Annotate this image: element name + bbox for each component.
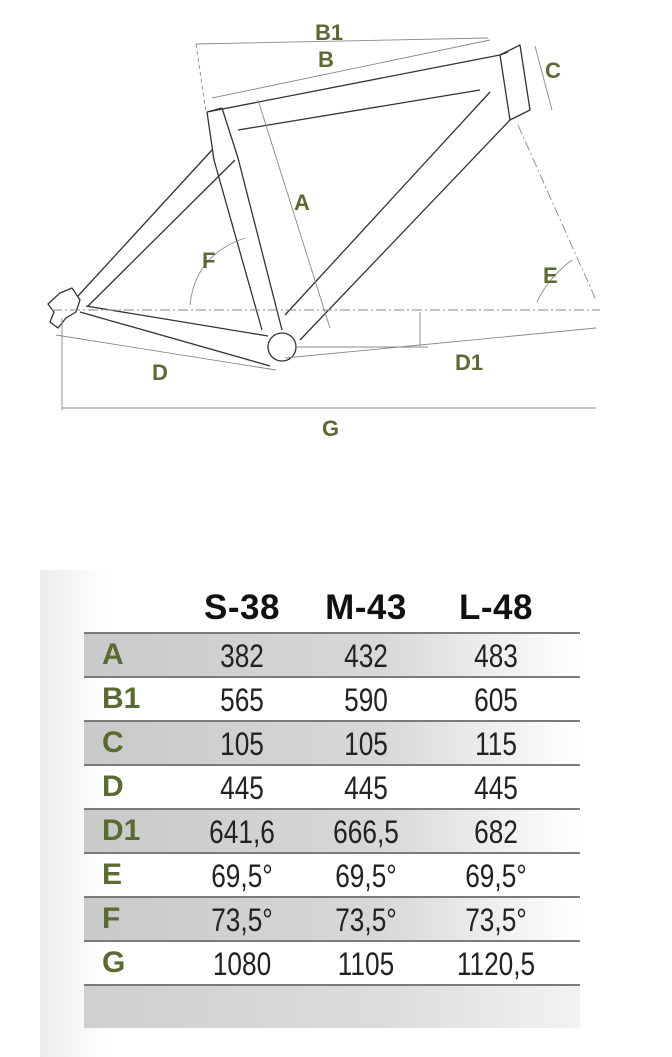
label-B: B bbox=[318, 47, 334, 72]
cell-s: 73,5° bbox=[211, 902, 273, 938]
cell-l: 445 bbox=[474, 770, 518, 806]
column-header-l: L-48 bbox=[459, 588, 533, 627]
cell-l: 73,5° bbox=[465, 902, 527, 938]
table-row-c bbox=[84, 720, 580, 765]
cell-m: 73,5° bbox=[335, 902, 397, 938]
row-label: D bbox=[102, 770, 124, 803]
label-E: E bbox=[543, 263, 558, 288]
label-B1: B1 bbox=[315, 20, 344, 45]
column-header-m: M-43 bbox=[325, 588, 407, 627]
label-A: A bbox=[294, 190, 310, 215]
table-row-f bbox=[84, 896, 580, 941]
column-header-s: S-38 bbox=[204, 588, 280, 627]
cell-l: 115 bbox=[475, 726, 517, 762]
table-row-d bbox=[84, 764, 580, 809]
cell-m: 445 bbox=[344, 770, 388, 806]
cell-l: 483 bbox=[474, 638, 518, 674]
table-row-a bbox=[84, 632, 580, 677]
row-label: D1 bbox=[102, 814, 141, 847]
cell-s: 565 bbox=[220, 682, 264, 718]
cell-l: 69,5° bbox=[465, 858, 527, 894]
cell-s: 641,6 bbox=[209, 814, 275, 850]
cell-m: 666,5 bbox=[333, 814, 399, 850]
table-row-g bbox=[84, 940, 580, 985]
row-label: A bbox=[102, 638, 124, 671]
label-D1: D1 bbox=[455, 350, 484, 375]
dimension-lines bbox=[52, 38, 600, 410]
cell-m: 105 bbox=[344, 726, 388, 762]
cell-s: 382 bbox=[220, 638, 264, 674]
label-C: C bbox=[545, 58, 561, 83]
cell-m: 69,5° bbox=[335, 858, 397, 894]
row-label: E bbox=[102, 858, 123, 891]
cell-l: 1120,5 bbox=[456, 946, 536, 982]
cell-l: 682 bbox=[474, 814, 518, 850]
cell-s: 445 bbox=[220, 770, 264, 806]
cell-s: 1080 bbox=[212, 946, 272, 982]
cell-m: 1105 bbox=[337, 946, 395, 982]
frame-geometry-diagram bbox=[0, 0, 672, 460]
label-G: G bbox=[322, 416, 340, 441]
cell-l: 605 bbox=[474, 682, 518, 718]
frame-outline bbox=[48, 45, 530, 366]
row-label: B1 bbox=[102, 682, 141, 715]
label-F: F bbox=[202, 248, 216, 273]
geometry-table bbox=[40, 570, 672, 1057]
table-row-e bbox=[84, 852, 580, 897]
row-label: F bbox=[102, 902, 121, 935]
cell-m: 432 bbox=[344, 638, 388, 674]
table-footer-band bbox=[84, 984, 580, 1028]
label-D: D bbox=[152, 360, 168, 385]
cell-s: 105 bbox=[220, 726, 264, 762]
row-label: C bbox=[102, 726, 124, 759]
table-row-d1 bbox=[84, 808, 580, 853]
row-label: G bbox=[102, 946, 126, 979]
cell-s: 69,5° bbox=[211, 858, 273, 894]
table-row-b1 bbox=[84, 676, 580, 721]
cell-m: 590 bbox=[344, 682, 388, 718]
